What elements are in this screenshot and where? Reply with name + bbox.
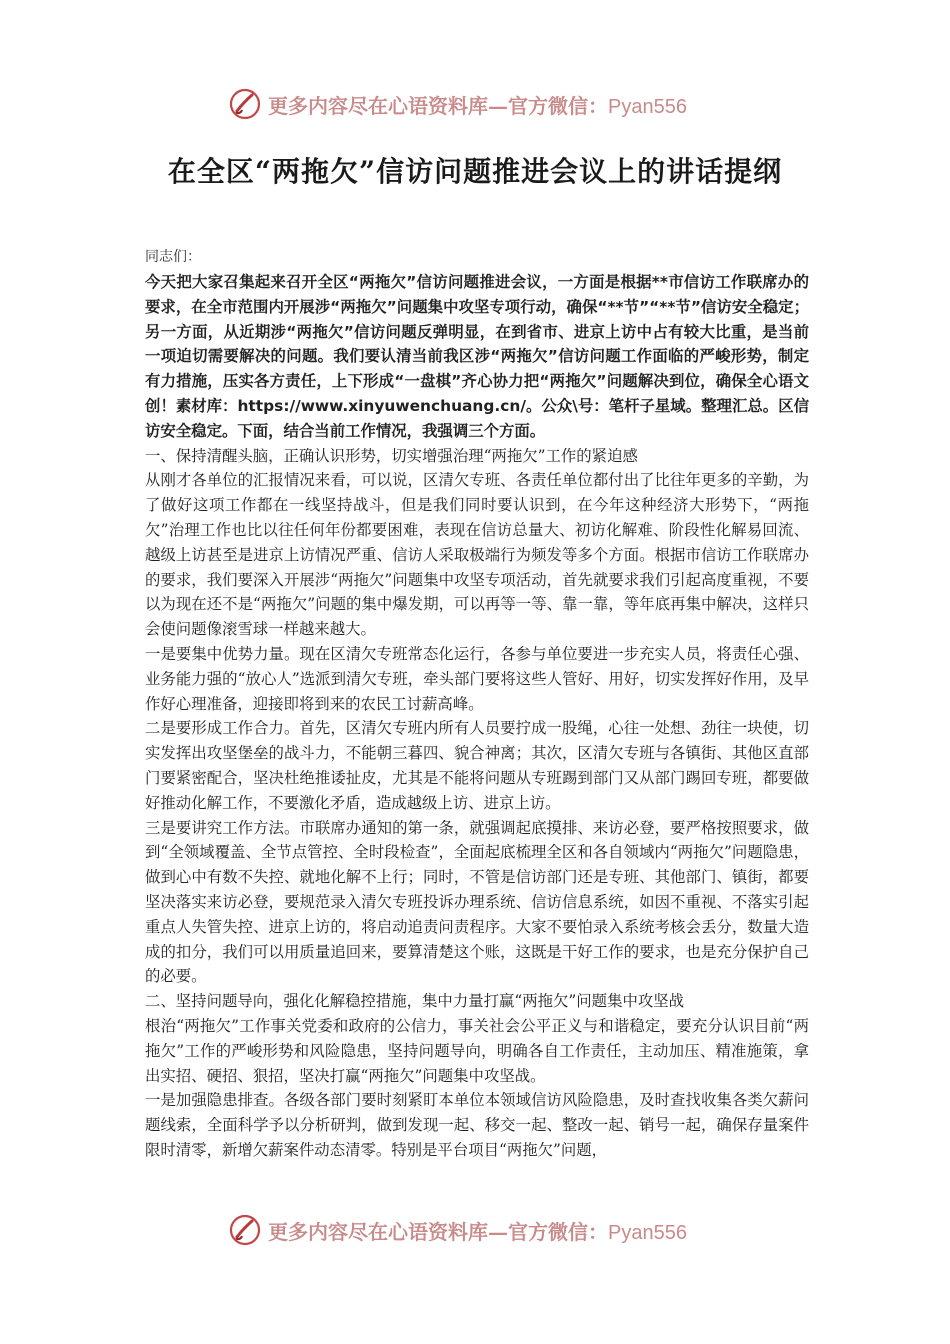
document-title: 在全区“两拖欠”信访问题推进会议上的讲话提纲 <box>167 155 783 188</box>
header-wechat-id: Pyan556 <box>608 95 687 118</box>
body-paragraph: 从刚才各单位的汇报情况来看，可以说，区清欠专班、各责任单位都付出了比往年更多的辛勤，为了做好这项工作都在一线坚持战斗，但是我们同时要认识到，在今年这种经济大形势下，“两拖欠”治理工作也比以往任何年份都要困难，表现在信访总量大、初访化解难、阶段性化解易回流、越级上访甚至是进京上访情况严重、信访人采取极端行为频发等多个方面。根据市信访工作联席办的要求，我们要深入开展涉“两拖欠”问题集中攻坚专项活动，首先就要求我们引起高度重视，不要以为现在还不是“两拖欠”问题的集中爆发期，可以再等一等、靠一靠，等年底再集中解决，这样只会使问题像滚雪球一样越来越大。 <box>145 471 809 639</box>
document-body <box>145 244 809 1163</box>
header-watermark-label: 更多内容尽在心语资料库—官方微信： <box>268 93 608 118</box>
section-heading-2: 二、坚持问题导向，强化化解稳控措施，集中力量打赢“两拖欠”问题集中攻坚战 <box>145 992 685 1011</box>
header-watermark-text <box>268 90 687 119</box>
intro-paragraph: 今天把大家召集起来召开全区“两拖欠”信访问题推进会议，一方面是根据**市信访工作联席办的要求，在全市范围内开展涉“两拖欠”问题集中攻坚专项行动，确保“**节”“**节”信访安全稳定；另一方面，从近期涉“两拖欠”信访问题反弹明显，在到省市、进京上访中占有较大比重，是当前一项迫切需要解决的问题。我们要认清当前我区涉“两拖欠”信访问题工作面临的严峻形势，制定有力措施，压实各方责任，上下形成“一盘棋”齐心协力把“两拖欠”问题解决到位，确保全心语文创！素材库：https://www.xinyuwenchuang.cn/。公众\号：笔杆子星域。整理汇总。区信访安全稳定。下面，结合当前工作情况，我强调三个方面。 <box>145 273 809 440</box>
body-paragraph: 二是要形成工作合力。首先，区清欠专班内所有人员要拧成一股绳，心往一处想、劲往一块使，切实发挥出攻坚堡垒的战斗力，不能朝三暮四、貌合神离；其次，区清欠专班与各镇街、其他区直部门要紧密配合，坚决杜绝推诿扯皮，尤其是不能将问题从专班踢到部门又从部门踢回专班，都要做好推动化解工作，不要激化矛盾，造成越级上访、进京上访。 <box>145 719 809 812</box>
brush-logo-icon <box>228 1213 262 1247</box>
footer-watermark-label: 更多内容尽在心语资料库—官方微信： <box>268 1219 608 1244</box>
footer-wechat-id: Pyan556 <box>608 1221 687 1244</box>
section-heading-1: 一、保持清醒头脑，正确认识形势，切实增强治理“两拖欠”工作的紧迫感 <box>145 446 638 465</box>
brush-logo-icon <box>228 87 262 121</box>
body-paragraph: 一是要集中优势力量。现在区清欠专班常态化运行，各参与单位要进一步充实人员，将责任心强、业务能力强的“放心人”选派到清欠专班，牵头部门要将这些人管好、用好，切实发挥好作用，及早作好心理准备，迎接即将到来的农民工讨薪高峰。 <box>145 644 809 713</box>
header-watermark-banner <box>228 84 748 124</box>
body-paragraph: 根治“两拖欠”工作事关党委和政府的公信力，事关社会公平正义与和谐稳定，要充分认识目前“两拖欠”工作的严峻形势和风险隐患，坚持问题导向，明确各自工作责任，主动加压、精准施策，拿出实招、硬招、狠招，坚决打赢“两拖欠”问题集中攻坚战。 <box>145 1016 809 1085</box>
footer-watermark-banner <box>228 1210 748 1250</box>
footer-watermark-text <box>268 1216 687 1245</box>
body-paragraph: 一是加强隐患排查。各级各部门要时刻紧盯本单位本领域信访风险隐患，及时查找收集各类欠薪问题线索，全面科学予以分析研判，做到发现一起、移交一起、整改一起、销号一起，确保存量案件限时清零，新增欠薪案件动态清零。特别是平台项目“两拖欠”问题， <box>145 1091 809 1159</box>
body-paragraph: 三是要讲究工作方法。市联席办通知的第一条，就强调起底摸排、来访必登，要严格按照要求，做到“全领域覆盖、全节点管控、全时段检查”，全面起底梳理全区和各自领域内“两拖欠”问题隐患，做到心中有数不失控、就地化解不上行；同时，不管是信访部门还是专班、其他部门、镇街，都要坚决落实来访必登，要规范录入清欠专班投诉办理系统、信访信息系统，如因不重视、不落实引起重点人失管失控、进京上访的，将启动追责问责程序。大家不要怕录入系统考核会丢分，数量大造成的扣分，我们可以用质量追回来，要算清楚这个账，这既是干好工作的要求，也是充分保护自己的必要。 <box>145 818 809 986</box>
salutation: 同志们： <box>145 249 201 265</box>
